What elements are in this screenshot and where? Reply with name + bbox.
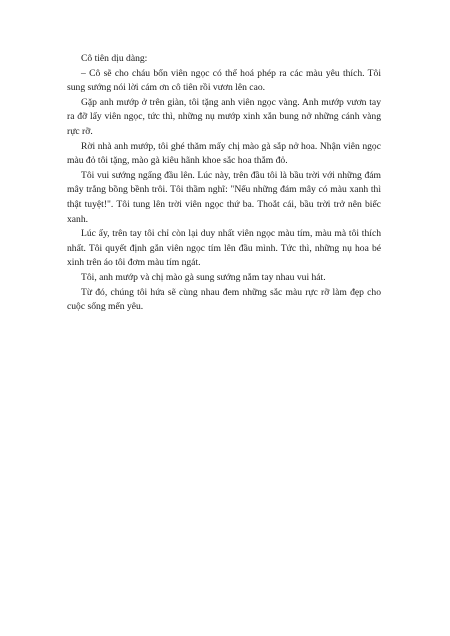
paragraph: Tôi, anh mướp và chị mào gà sung sướng nắm tay nhau vui hát.: [81, 271, 326, 283]
paragraph: Tôi vui sướng ngẩng đầu lên. Lúc này, trên đầu tôi là bầu trời với những đám mây trắng bồng bềnh trôi. Tôi thầm nghĩ: "Nếu những đám mây có màu xanh thì thật tuyệt!". Tôi tung lên trời viên ngọc thứ ba. Thoắt cái, bầu trời trở nên biếc xanh.: [67, 169, 381, 225]
story-text: [67, 52, 381, 315]
paragraph: Lúc ấy, trên tay tôi chỉ còn lại duy nhất viên ngọc màu tím, màu mà tôi thích nhất. Tôi quyết định gắn viên ngọc tím lên đầu mình. Tức thì, những nụ hoa bé xinh trên áo tôi đơm màu tím ngát.: [67, 228, 381, 269]
paragraph: – Cô sẽ cho cháu bốn viên ngọc có thể hoá phép ra các màu yêu thích. Tôi sung sướng nói lời cám ơn cô tiên rồi vươn lên cao.: [67, 67, 381, 94]
paragraph: Từ đó, chúng tôi hứa sẽ cùng nhau đem những sắc màu rực rỡ làm đẹp cho cuộc sống mến yêu.: [67, 286, 381, 313]
paragraph: Cô tiên dịu dàng:: [81, 53, 148, 64]
paragraph: Gặp anh mướp ở trên giàn, tôi tặng anh viên ngọc vàng. Anh mướp vươn tay ra đỡ lấy viên ngọc, tức thì, những nụ mướp xinh xắn bung nở những cánh vàng rực rỡ.: [67, 96, 381, 137]
paragraph: Rời nhà anh mướp, tôi ghé thăm mấy chị mào gà sắp nở hoa. Nhận viên ngọc màu đỏ tôi tặng, mào gà kiêu hãnh khoe sắc hoa thắm đỏ.: [67, 140, 381, 167]
